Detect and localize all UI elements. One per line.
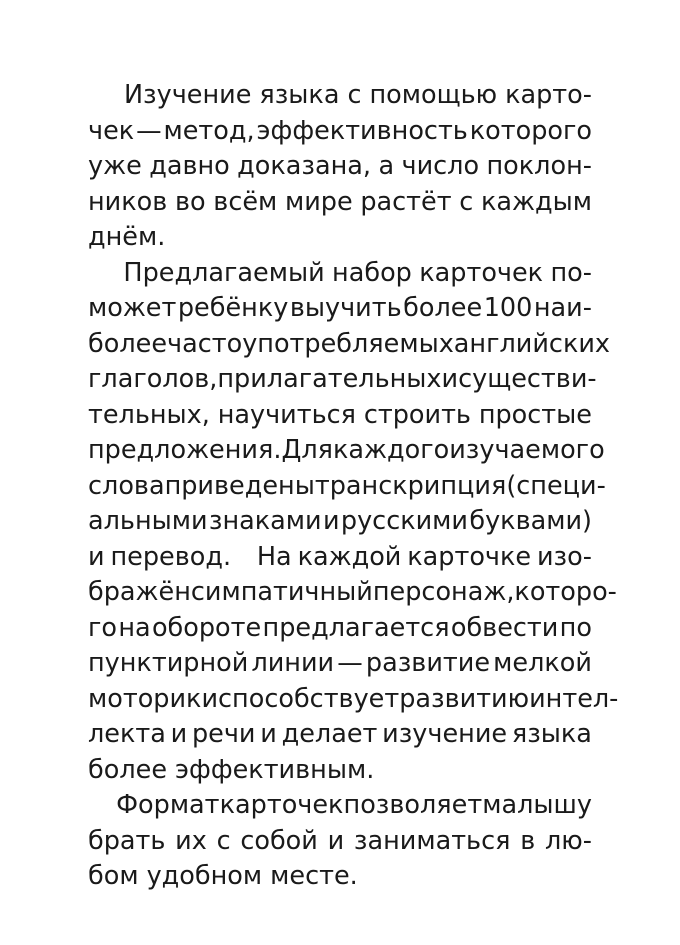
word: языка: [511, 719, 592, 749]
word: набор: [332, 257, 412, 288]
text-line: [88, 362, 597, 398]
word: помощью: [369, 80, 498, 110]
word: на: [118, 612, 151, 643]
text-line: [88, 185, 592, 221]
word: го: [88, 612, 117, 643]
word: употребляемых: [242, 328, 454, 359]
word: ников: [88, 186, 168, 217]
first-line-indent: [88, 256, 116, 292]
word: заниматься: [353, 825, 511, 856]
word: которого: [469, 115, 592, 146]
word: бражён: [88, 577, 191, 607]
text-line: [88, 611, 592, 647]
word: метод,: [163, 115, 255, 146]
paragraph: [88, 256, 619, 789]
word: 100: [483, 293, 533, 323]
word: симпатичный: [190, 577, 373, 607]
word: строить: [363, 399, 471, 430]
word: персонаж,: [372, 577, 515, 607]
word: существи-: [458, 364, 597, 394]
word: карто-: [505, 80, 592, 110]
word: изо-: [536, 541, 592, 572]
word: собой: [240, 825, 318, 856]
word: речи: [191, 719, 256, 749]
word: каждой: [297, 541, 402, 572]
word: Для: [281, 435, 333, 465]
word: и: [260, 719, 277, 749]
word: по-: [550, 257, 592, 288]
word: изучаемого: [449, 435, 605, 465]
word: развитие: [365, 648, 491, 678]
word: малышу: [482, 790, 592, 820]
word: число: [401, 151, 480, 181]
word: доказана,: [237, 151, 372, 181]
text-line: [88, 717, 592, 753]
word: поклон-: [486, 151, 592, 181]
word: каждым: [480, 186, 592, 217]
text-line: [88, 78, 592, 114]
word: и: [327, 825, 345, 856]
body-text-column: [88, 78, 619, 895]
word: и: [170, 719, 188, 749]
word: и: [441, 364, 459, 394]
word: уже: [88, 151, 142, 181]
word: эффективным.: [175, 754, 375, 785]
text-line: [88, 433, 605, 469]
word: мире: [284, 186, 353, 217]
word: карточек: [419, 257, 544, 288]
word: приведены: [164, 470, 315, 501]
word: брать: [88, 825, 166, 856]
word: делает: [281, 719, 378, 749]
word: Формат: [116, 790, 220, 820]
word: языка: [259, 80, 340, 110]
word: всём: [213, 186, 278, 217]
word: развитию: [399, 683, 530, 714]
word: альными: [88, 506, 208, 536]
text-line: [88, 114, 592, 150]
word: по: [559, 612, 592, 643]
word: карточек: [219, 790, 344, 820]
word: эффективность: [256, 115, 468, 146]
word: линии: [251, 648, 335, 678]
text-line: [88, 398, 592, 434]
word: лю-: [544, 825, 592, 856]
text-line: [88, 646, 592, 682]
text-line: [88, 149, 592, 185]
word: Предлагаемый: [123, 257, 325, 288]
word: и: [322, 506, 340, 536]
word: более: [403, 293, 483, 323]
first-line-indent: [88, 788, 116, 824]
word: наи-: [533, 293, 592, 323]
paragraph: [88, 78, 592, 256]
word: английских: [453, 328, 611, 359]
word: научиться: [217, 399, 356, 430]
text-line: [88, 256, 592, 292]
word: транскрипция: [314, 470, 507, 501]
word: может: [88, 293, 177, 323]
word: русскими: [340, 506, 468, 536]
text-line: [88, 469, 606, 505]
word: более: [88, 754, 168, 785]
word: удобном: [146, 861, 263, 891]
word: Изучение: [123, 80, 252, 110]
text-line: [88, 291, 592, 327]
word: моторики: [88, 683, 219, 714]
word: которо-: [514, 577, 617, 607]
first-line-indent: [88, 78, 116, 114]
word: каждого: [333, 435, 450, 465]
word: мелкой: [493, 648, 592, 678]
word: а: [378, 151, 395, 181]
word: и: [88, 541, 105, 572]
word: буквами): [469, 506, 592, 536]
word: На: [256, 541, 292, 572]
word: с: [459, 186, 474, 217]
word: днём.: [88, 222, 166, 252]
word: бом: [88, 861, 139, 891]
word: простые: [478, 399, 592, 430]
word: предложения.: [88, 435, 282, 465]
word: ребёнку: [177, 293, 289, 323]
sentence-gap: [237, 540, 251, 576]
text-line: [88, 753, 592, 789]
text-line: [88, 859, 592, 895]
word: прилагательных: [217, 364, 442, 394]
text-line: [88, 220, 592, 256]
word: пунктирной: [88, 648, 249, 678]
word: растёт: [360, 186, 452, 217]
paragraph: [88, 788, 592, 895]
word: выучить: [289, 293, 402, 323]
word: карточке: [407, 541, 532, 572]
word: давно: [149, 151, 230, 181]
word: позволяет: [343, 790, 483, 820]
word: чек: [88, 115, 135, 146]
word: глаголов,: [88, 364, 218, 394]
text-line: [88, 682, 619, 718]
text-line: [88, 540, 592, 576]
word: знаками: [208, 506, 322, 536]
word: изучение: [382, 719, 508, 749]
word: часто: [167, 328, 243, 359]
word: с: [216, 825, 231, 856]
word: с: [347, 80, 362, 110]
word: способствует: [218, 683, 400, 714]
word: обороте: [151, 612, 262, 643]
text-line: [88, 824, 592, 860]
text-line: [88, 327, 611, 363]
word: их: [175, 825, 207, 856]
word: месте.: [270, 861, 358, 891]
text-line: [88, 788, 592, 824]
word: лекта: [88, 719, 166, 749]
text-line: [88, 504, 592, 540]
word: обвести: [450, 612, 559, 643]
word: —: [337, 648, 363, 678]
word: слова: [88, 470, 165, 501]
word: тельных,: [88, 399, 210, 430]
word: перевод.: [110, 541, 232, 572]
word: —: [136, 115, 162, 146]
word: во: [174, 186, 206, 217]
word: в: [520, 825, 536, 856]
word: предлагается: [262, 612, 450, 643]
word: более: [88, 328, 168, 359]
word: (специ-: [506, 470, 606, 501]
text-line: [88, 575, 617, 611]
word: интел-: [529, 683, 619, 714]
